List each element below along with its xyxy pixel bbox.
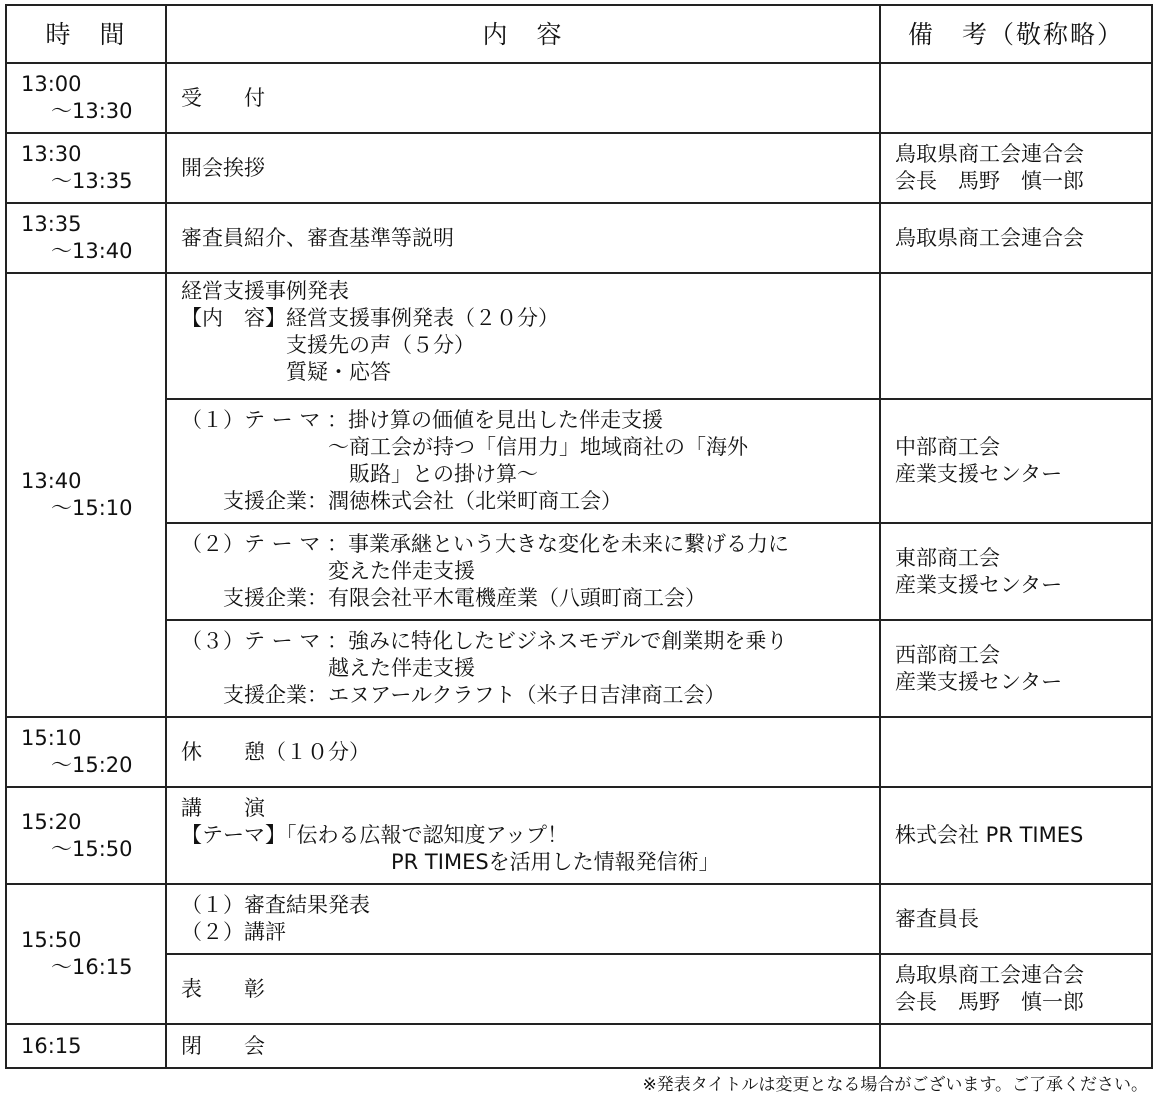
content-line: 受 付: [181, 85, 265, 110]
content-line: 閉 会: [181, 1033, 265, 1058]
time-end: ～15:10: [51, 496, 133, 520]
table-row: [6, 884, 1152, 954]
time-end: ～16:15: [51, 955, 133, 979]
content-line: 質疑・応答: [181, 360, 391, 384]
content-line: 越えた伴走支援: [181, 656, 475, 680]
header-content: 内 容: [166, 5, 880, 63]
content-line: ～商工会が持つ「信用力」地域商社の「海外: [181, 435, 748, 459]
content-line: （１）テ ー マ ：掛け算の価値を見出した伴走支援: [181, 408, 664, 432]
note-line: 鳥取県商工会連合会: [895, 963, 1084, 987]
note-line: 会長 馬野 慎一郎: [895, 169, 1084, 193]
content-cell: [166, 523, 880, 620]
time-start: 15:50: [21, 928, 82, 952]
table-subrow: [6, 523, 1152, 620]
header-time: 時 間: [6, 5, 166, 63]
time-start: 15:20: [21, 809, 82, 834]
time-cell: [6, 1024, 166, 1068]
content-line: 講 演: [181, 796, 265, 820]
time-end: ～13:30: [51, 99, 133, 123]
content-line: PR TIMESを活用した情報発信術」: [181, 850, 720, 874]
content-cell: [166, 399, 880, 523]
content-line: 支援先の声（５分）: [181, 333, 475, 357]
time-start: 13:30: [21, 142, 82, 166]
table-row: [6, 273, 1152, 399]
note-line: 鳥取県商工会連合会: [895, 142, 1084, 166]
note-line: 東部商工会: [895, 545, 1000, 570]
note-line: 産業支援センター: [895, 572, 1063, 597]
header-note: 備 考（敬称略）: [880, 5, 1152, 63]
table-subrow: [6, 954, 1152, 1024]
content-cell: [166, 63, 880, 133]
content-line: 経営支援事例発表: [181, 279, 349, 303]
content-line: 審査員紹介、審査基準等説明: [181, 225, 454, 250]
time-start: 16:15: [21, 1033, 82, 1058]
note-line: 鳥取県商工会連合会: [895, 225, 1084, 250]
content-line: 支援企業：有限会社平木電機産業（八頭町商工会）: [181, 586, 706, 610]
content-line: 【テーマ】「伝わる広報で認知度アップ！: [181, 823, 569, 847]
time-cell: [6, 63, 166, 133]
content-line: 【内 容】経営支援事例発表（２０分）: [181, 306, 559, 330]
time-cell: [6, 133, 166, 203]
note-cell: [880, 523, 1152, 620]
content-line: 販路」との掛け算～: [181, 462, 538, 486]
content-line: 休 憩（１０分）: [181, 739, 370, 764]
table-row: [6, 133, 1152, 203]
content-line: 表 彰: [181, 976, 265, 1001]
note-line: 産業支援センター: [895, 462, 1063, 486]
time-end: ～13:40: [51, 239, 133, 263]
content-line: 開会挨拶: [181, 155, 265, 180]
content-cell: [166, 203, 880, 273]
note-cell: [880, 133, 1152, 203]
note-cell: [880, 787, 1152, 884]
table-row: [6, 717, 1152, 787]
content-cell: [166, 1024, 880, 1068]
content-cell: [166, 717, 880, 787]
note-line: 会長 馬野 慎一郎: [895, 990, 1084, 1014]
content-cell: [166, 787, 880, 884]
content-cell: [166, 884, 880, 954]
note-cell: [880, 954, 1152, 1024]
time-cell: [6, 717, 166, 787]
time-cell: [6, 203, 166, 273]
note-cell: [880, 63, 1152, 133]
note-line: 審査員長: [895, 906, 979, 931]
content-line: 変えた伴走支援: [181, 559, 475, 583]
note-line: 株式会社 PR TIMES: [895, 823, 1084, 847]
table-row: [6, 1024, 1152, 1068]
content-line: 支援企業：エヌアールクラフト（米子日吉津商工会）: [181, 683, 726, 707]
note-cell: [880, 273, 1152, 399]
note-cell: [880, 203, 1152, 273]
time-end: ～13:35: [51, 169, 133, 193]
table-row: [6, 63, 1152, 133]
note-cell: [880, 884, 1152, 954]
time-cell: [6, 273, 166, 717]
note-line: 産業支援センター: [895, 669, 1063, 694]
schedule-table: [5, 4, 1153, 1069]
time-start: 13:00: [21, 72, 82, 96]
time-end: ～15:50: [51, 836, 133, 861]
time-start: 13:35: [21, 212, 82, 236]
content-line: （３）テ ー マ ：強みに特化したビジネスモデルで創業期を乗り: [181, 629, 788, 653]
note-cell: [880, 620, 1152, 717]
time-start: 15:10: [21, 726, 82, 750]
content-line: 支援企業：潤徳株式会社（北栄町商工会）: [181, 489, 622, 513]
note-line: 西部商工会: [895, 642, 1000, 667]
content-cell: [166, 133, 880, 203]
note-cell: [880, 717, 1152, 787]
content-line: （２）テ ー マ ：事業承継という大きな変化を未来に繋げる力に: [181, 532, 790, 556]
content-cell: [166, 620, 880, 717]
content-line: （２）講評: [181, 920, 286, 944]
content-cell: [166, 273, 880, 399]
time-cell: [6, 787, 166, 884]
header-row: [6, 5, 1152, 63]
table-subrow: [6, 620, 1152, 717]
content-line: （１）審査結果発表: [181, 893, 370, 917]
table-row: [6, 787, 1152, 884]
table-subrow: [6, 399, 1152, 523]
footnote: ※発表タイトルは変更となる場合がございます。ご了承ください。: [642, 1075, 1148, 1095]
time-end: ～15:20: [51, 753, 133, 777]
note-cell: [880, 399, 1152, 523]
table-row: [6, 203, 1152, 273]
note-cell: [880, 1024, 1152, 1068]
time-cell: [6, 884, 166, 1024]
note-line: 中部商工会: [895, 435, 1000, 459]
content-cell: [166, 954, 880, 1024]
time-start: 13:40: [21, 469, 82, 493]
